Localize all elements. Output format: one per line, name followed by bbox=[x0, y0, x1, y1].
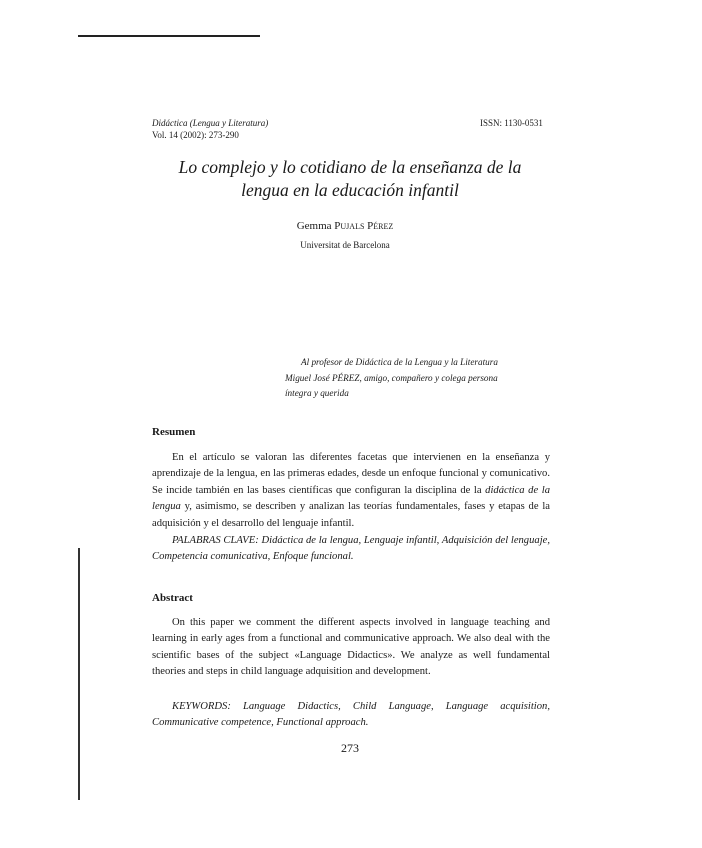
resumen-text-italic: didáctica de la lengua bbox=[152, 484, 550, 513]
page-number: 273 bbox=[341, 741, 359, 755]
title-line-2: lengua en la educación infantil bbox=[241, 180, 459, 200]
author-surname: Pujals Pérez bbox=[334, 220, 394, 232]
margin-rule bbox=[78, 548, 80, 800]
author-given-name: Gemma bbox=[296, 220, 332, 232]
top-rule bbox=[78, 35, 260, 37]
title-line-1: Lo complejo y lo cotidiano de la enseñanza de la bbox=[178, 157, 522, 177]
resumen-heading: Resumen bbox=[152, 426, 196, 438]
resumen-text-1: En el artículo se valoran las diferentes facetas que intervienen en la enseñanza y aprendizaje de la lengua, en las primeras edades, desde un enfoque funcional y comunicativo. Se incide también en las bases científicas que configuran la disciplina de la bbox=[152, 452, 550, 496]
dedication-line-3: íntegra y querida bbox=[285, 388, 349, 398]
dedication bbox=[285, 355, 550, 402]
abstract-keywords: KEYWORDS: Language Didactics, Child Language, Language acquisition, Communicative competence, Functional approach. bbox=[152, 701, 550, 729]
resumen-text-2: y, asimismo, se describen y analizan las teorías fundamentales, fases y etapas de la adquisición y el desarrollo del lenguaje infantil. bbox=[152, 501, 550, 529]
journal-name: Didáctica (Lengua y Literatura) bbox=[152, 118, 269, 128]
resumen-body bbox=[152, 450, 550, 532]
journal-citation bbox=[152, 117, 268, 141]
issn: ISSN: 1130-0531 bbox=[480, 118, 543, 128]
resumen-keywords: PALABRAS CLAVE: Didáctica de la lengua, Lenguaje infantil, Adquisición del lenguaje, Competencia comunicativa, Enfoque funcional. bbox=[152, 535, 550, 563]
article-title bbox=[140, 156, 560, 202]
abstract-heading: Abstract bbox=[152, 592, 193, 604]
author-affiliation: Universitat de Barcelona bbox=[300, 240, 390, 250]
author-name bbox=[200, 220, 490, 232]
dedication-line-1: Al profesor de Didáctica de la Lengua y la Literatura bbox=[301, 357, 498, 367]
dedication-line-2: Miguel José PÉREZ, amigo, compañero y colega persona bbox=[285, 372, 498, 383]
volume-pages: Vol. 14 (2002): 273-290 bbox=[152, 130, 239, 140]
abstract-body: On this paper we comment the different aspects involved in language teaching and learning in early ages from a functional and communicative approach. We also deal with the scientific bases of the subject «Language Didactics». We analyze as well fundamental theories and steps in child language adquisition and development. bbox=[152, 617, 550, 678]
